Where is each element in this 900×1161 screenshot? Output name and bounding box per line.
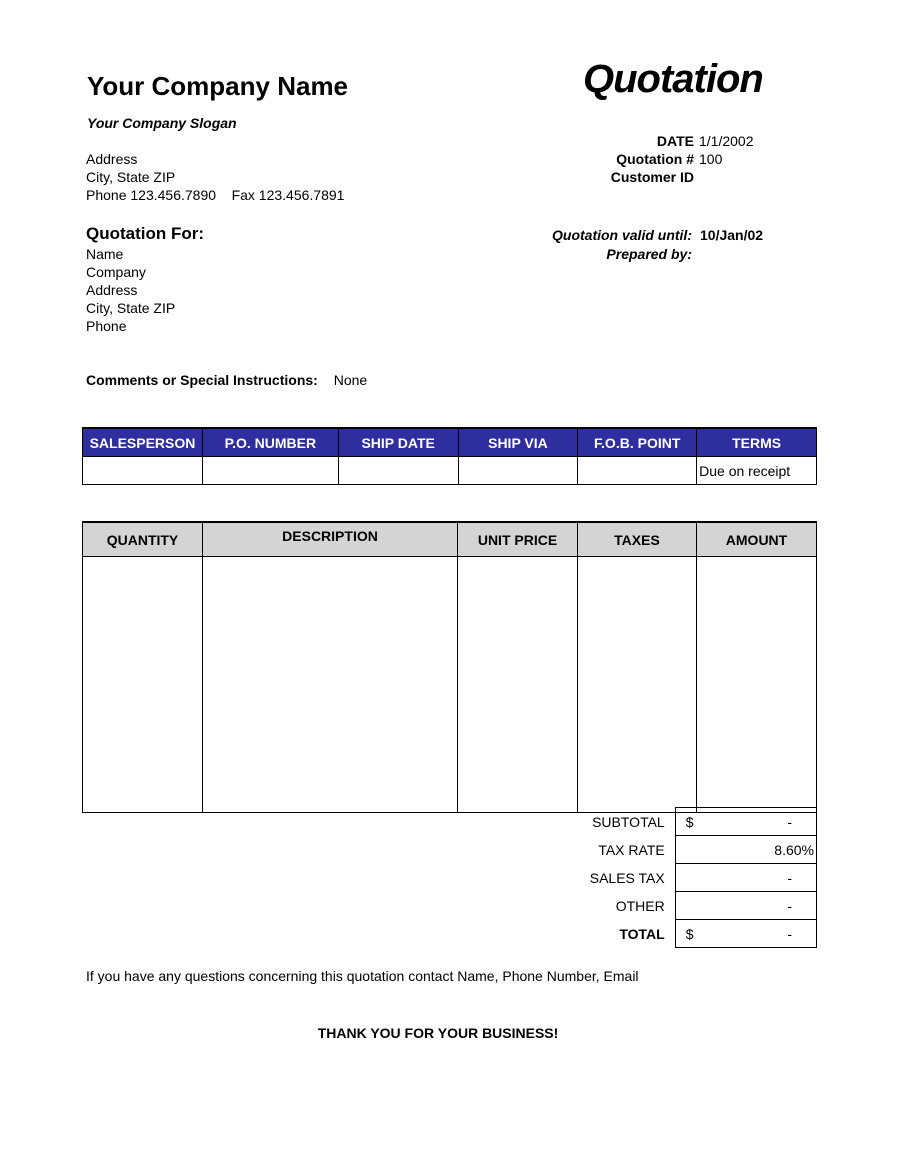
client-city-state-zip: City, State ZIP: [86, 300, 176, 316]
prepared-by-label: Prepared by:: [606, 246, 692, 262]
date-value: 1/1/2002: [699, 133, 754, 149]
company-phone-fax: Phone 123.456.7890 Fax 123.456.7891: [86, 187, 345, 203]
other-label: OTHER: [615, 897, 665, 914]
prepared-by-row: [500, 245, 763, 264]
items-body-row: [83, 557, 817, 813]
subtotal-currency: $: [685, 813, 694, 830]
company-city-state-zip: City, State ZIP: [86, 169, 176, 185]
quotation-number-value: 100: [699, 151, 723, 167]
comments: [86, 372, 367, 388]
contact-note: If you have any questions concerning this quotation contact Name, Phone Number, Email: [86, 968, 639, 984]
comments-label: Comments or Special Instructions:: [86, 372, 318, 388]
valid-until-row: [500, 226, 763, 245]
company-name: Your Company Name: [87, 71, 349, 101]
customer-id-row: [540, 168, 819, 186]
shipping-table: [82, 427, 817, 485]
total-label: TOTAL: [619, 925, 665, 942]
date-row: [540, 132, 819, 150]
tax-rate-row: [82, 836, 817, 864]
taxes-column[interactable]: [578, 557, 697, 813]
terms-cell[interactable]: Due on receipt: [697, 457, 817, 485]
salesperson-cell[interactable]: [83, 457, 203, 485]
sales-tax-row: [82, 864, 817, 892]
header-unit-price: UNIT PRICE: [458, 522, 578, 557]
header-quantity: QUANTITY: [83, 522, 203, 557]
comments-value: None: [333, 372, 368, 388]
company-address: Address: [86, 151, 138, 167]
valid-until-value: 10/Jan/02: [700, 227, 764, 243]
header-description: DESCRIPTION: [203, 522, 458, 557]
shipping-data-row: [83, 457, 817, 485]
other-value[interactable]: -: [675, 892, 816, 920]
client-name: Name: [86, 246, 124, 262]
totals-table: [82, 807, 817, 948]
subtotal-row: [82, 808, 817, 836]
header-amount: AMOUNT: [697, 522, 817, 557]
client-address: Address: [86, 282, 138, 298]
date-label: DATE: [656, 133, 694, 149]
po-number-cell[interactable]: [202, 457, 338, 485]
header-ship-date: SHIP DATE: [338, 428, 458, 457]
description-column[interactable]: [203, 557, 458, 813]
ship-date-cell[interactable]: [338, 457, 458, 485]
thank-you-message: THANK YOU FOR YOUR BUSINESS!: [317, 1025, 559, 1041]
valid-until-label: Quotation valid until:: [552, 227, 692, 243]
items-table: [82, 521, 817, 813]
customer-id-label: Customer ID: [610, 169, 694, 185]
client-phone: Phone: [86, 318, 127, 334]
tax-rate-value[interactable]: 8.60%: [675, 836, 816, 864]
items-header-row: [83, 522, 817, 557]
subtotal-amount[interactable]: [675, 808, 816, 836]
client-info: [86, 245, 175, 335]
ship-via-cell[interactable]: [458, 457, 578, 485]
customer-id-value: [699, 168, 819, 186]
quantity-column[interactable]: [83, 557, 203, 813]
subtotal-label: SUBTOTAL: [592, 813, 665, 830]
unit-price-column[interactable]: [458, 557, 578, 813]
quotation-number-row: [540, 150, 819, 168]
tax-rate-label: TAX RATE: [598, 841, 665, 858]
company-slogan: Your Company Slogan: [87, 115, 237, 131]
header-fob-point: F.O.B. POINT: [578, 428, 697, 457]
other-row: [82, 892, 817, 920]
company-address-block: [86, 150, 344, 204]
total-currency: $: [685, 925, 694, 942]
amount-column[interactable]: [697, 557, 817, 813]
total-row: [82, 920, 817, 948]
header-terms: TERMS: [697, 428, 817, 457]
header-taxes: TAXES: [578, 522, 697, 557]
header-po-number: P.O. NUMBER: [202, 428, 338, 457]
shipping-header-row: [83, 428, 817, 457]
document-title: Quotation: [583, 57, 763, 101]
validity-block: [500, 226, 763, 264]
quotation-for-title: Quotation For:: [86, 224, 205, 243]
header-ship-via: SHIP VIA: [458, 428, 578, 457]
header-salesperson: SALESPERSON: [83, 428, 203, 457]
sales-tax-label: SALES TAX: [589, 869, 665, 886]
total-value: -: [787, 925, 792, 942]
client-company: Company: [86, 264, 146, 280]
quotation-meta: [540, 132, 819, 186]
sales-tax-value[interactable]: -: [675, 864, 816, 892]
quotation-number-label: Quotation #: [616, 151, 694, 167]
fob-point-cell[interactable]: [578, 457, 697, 485]
total-amount[interactable]: [675, 920, 816, 948]
subtotal-value: -: [787, 813, 792, 830]
